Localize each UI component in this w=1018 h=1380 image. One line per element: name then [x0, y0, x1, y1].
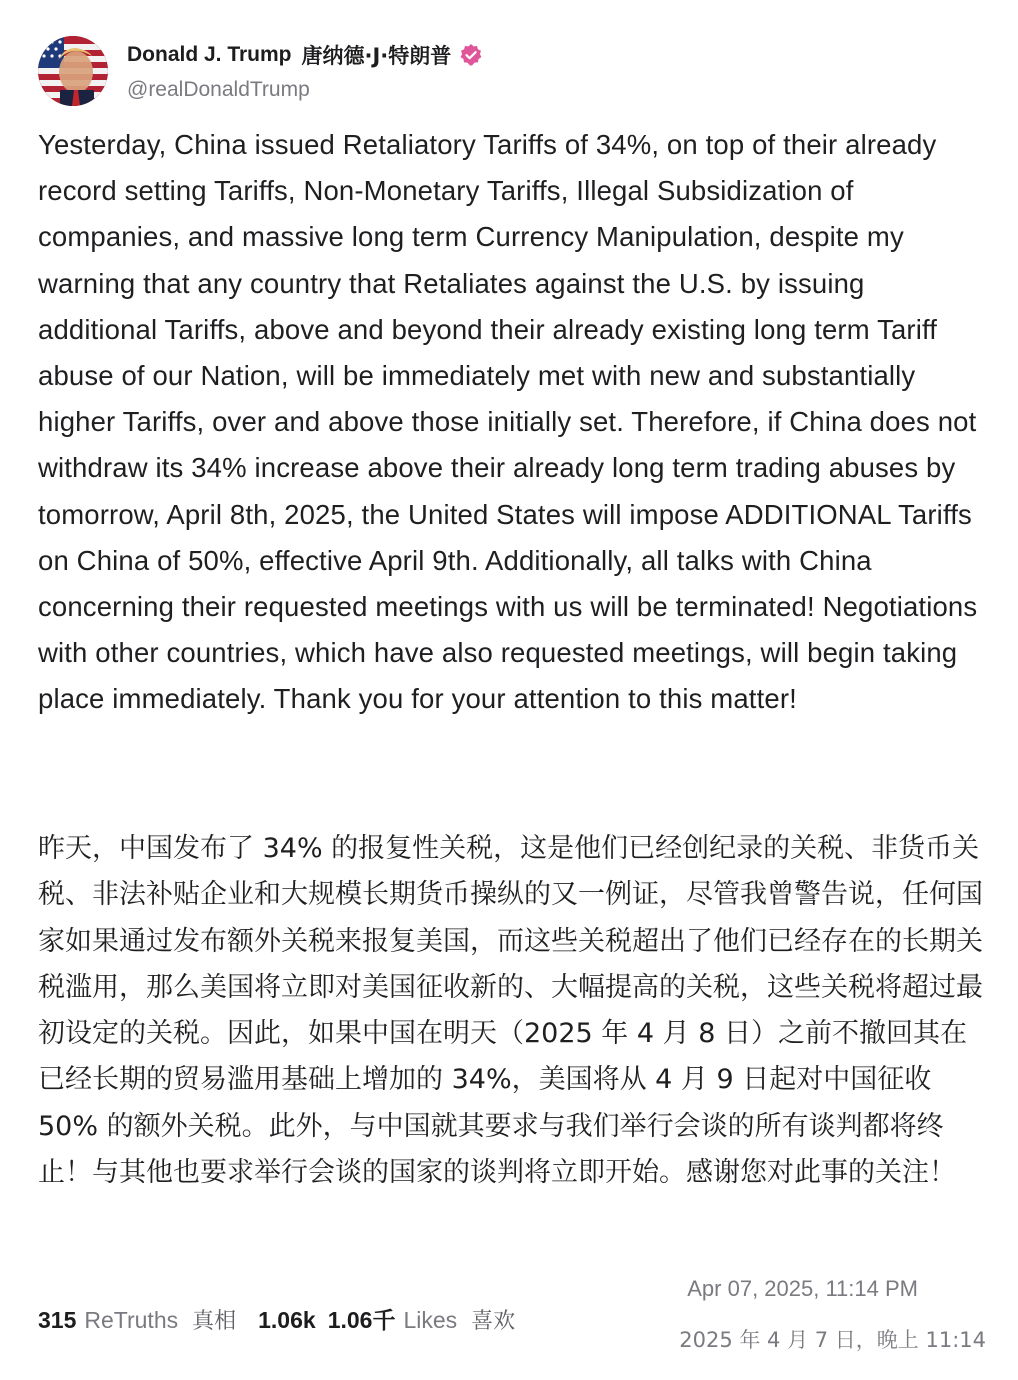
author-name-row: [127, 40, 483, 70]
likes-label[interactable]: Likes: [403, 1307, 458, 1333]
post-body-english: Yesterday, China issued Retaliatory Tariffs of 34%, on top of their already record setting Tariffs, Non-Monetary Tariffs, Illegal Subsidization of companies, and massive long term Currency Manipulation, despite my warning that any country that Retaliates against the U.S. by issuing additional Tariffs, above and beyond their already existing long term Tariff abuse of our Nation, will be immediately met with new and substantially higher Tariffs, over and above those initially set. Therefore, if China does not withdraw its 34% increase above their already long term trading abuses by tomorrow, April 8th, 2025, the United States will impose ADDITIONAL Tariffs on China of 50%, effective April 9th. Additionally, all talks with China concerning their requested meetings with us will be terminated! Negotiations with other countries, which have also requested meetings, will begin taking place immediately. Thank you for your attention to this matter!: [38, 129, 978, 715]
avatar[interactable]: [38, 36, 108, 106]
avatar-portrait-icon: [38, 36, 108, 106]
post-header: [38, 36, 978, 108]
post-timestamp[interactable]: Apr 07, 2025, 11:14 PM: [687, 1276, 918, 1301]
retruths-count[interactable]: 315: [38, 1307, 77, 1333]
author-handle[interactable]: @realDonaldTrump: [127, 78, 310, 101]
retruths-label-cn: 真相: [192, 1309, 237, 1334]
likes-count-cn: 1.06千: [327, 1307, 396, 1333]
verified-badge-icon: [459, 43, 483, 67]
likes-count[interactable]: 1.06k: [258, 1307, 316, 1333]
likes-label-cn: 喜欢: [471, 1309, 516, 1334]
post-body-chinese: 昨天，中国发布了 34% 的报复性关税，这是他们已经创纪录的关税、非货币关税、非法补贴企业和大规模长期货币操纵的又一例证，尽管我曾警告说，任何国家如果通过发布额外关税来报复美国，而这些关税超出了他们已经存在的长期关税滥用，那么美国将立即对美国征收新的、大幅提高的关税，这些关税将超过最初设定的关税。因此，如果中国在明天（2025 年 4 月 8 日）之前不撤回其在已经长期的贸易滥用基础上增加的 34%，美国将从 4 月 9 日起对中国征收 50% 的额外关税。此外，与中国就其要求与我们举行会谈的所有谈判都将终止！与其他也要求举行会谈的国家的谈判将立即开始。感谢您对此事的关注！: [38, 833, 983, 1189]
author-display-name-cn: 唐纳德·J·特朗普: [301, 44, 452, 68]
post-timestamp-cn: 2025 年 4 月 7 日，晚上 11:14: [679, 1328, 986, 1352]
post-stats: [38, 1302, 515, 1335]
retruths-label[interactable]: ReTruths: [84, 1307, 179, 1333]
author-display-name[interactable]: Donald J. Trump: [127, 43, 292, 66]
